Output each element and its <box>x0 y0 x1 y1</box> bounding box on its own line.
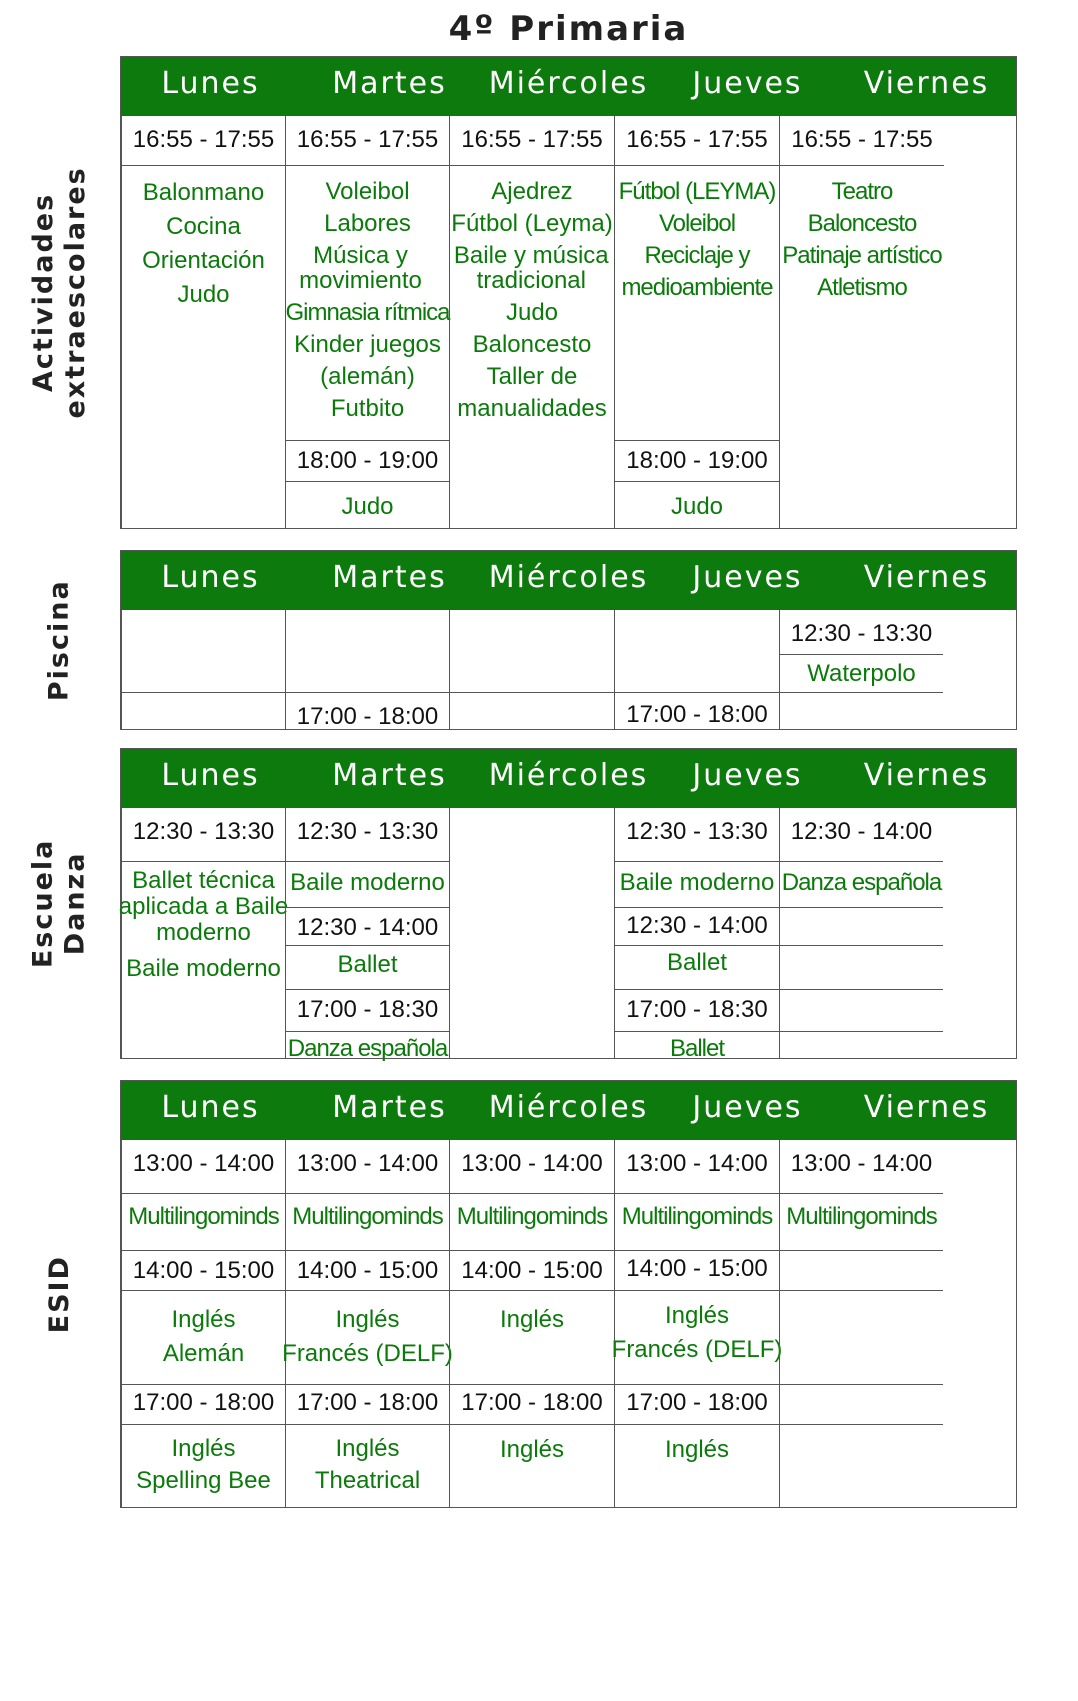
column-jueves <box>614 610 779 729</box>
time-slot: 17:00 - 18:00 <box>296 1389 439 1416</box>
activity-item: Orientación <box>142 247 265 274</box>
column-martes <box>285 610 449 729</box>
activity-item: Judo <box>670 493 724 520</box>
activity-item: Multilingominds <box>786 1203 937 1230</box>
day-header-viernes: Viernes <box>863 1090 990 1125</box>
activity-item: Inglés <box>335 1435 400 1462</box>
section-label-esid <box>0 1080 120 1508</box>
column-martes <box>285 116 449 528</box>
activity-item: Multilingominds <box>621 1203 773 1230</box>
activity-item: manualidades <box>457 395 607 422</box>
section-esid <box>0 1080 1078 1508</box>
time-slot: 12:30 - 13:30 <box>296 818 439 845</box>
column-miercoles <box>449 1140 614 1507</box>
time-slot: 16:55 - 17:55 <box>296 126 439 153</box>
day-header-jueves: Jueves <box>692 560 803 595</box>
column-viernes <box>779 808 943 1058</box>
section-label-text: Piscina <box>43 579 75 701</box>
time-slot: 18:00 - 19:00 <box>626 447 768 474</box>
activity-item: Inglés <box>664 1302 730 1329</box>
activity-item: Atletismo <box>817 274 907 301</box>
activity-item: Fútbol (Leyma) <box>451 210 613 237</box>
activity-item: Gimnasia rítmica <box>285 299 450 326</box>
activity-item: Taller de <box>486 363 578 390</box>
time-slot: 14:00 - 15:00 <box>296 1257 439 1284</box>
day-header-viernes: Viernes <box>863 758 990 793</box>
activity-item: Balonmano <box>142 179 265 206</box>
time-slot: 17:00 - 18:00 <box>626 701 768 728</box>
activity-item: Inglés <box>499 1306 565 1333</box>
column-miercoles <box>449 116 614 528</box>
activity-item: Teatro <box>831 178 893 205</box>
day-header-row <box>121 57 1016 116</box>
time-slot: 12:30 - 13:30 <box>790 620 933 647</box>
activity-item: Labores <box>324 210 411 237</box>
activity-item: Baile y música tradicional <box>453 242 609 294</box>
activity-item: Judo <box>177 281 230 308</box>
time-slot: 17:00 - 18:00 <box>296 703 439 730</box>
section-piscina <box>0 550 1078 730</box>
activity-item: moderno <box>156 919 251 946</box>
column-jueves <box>611 1140 783 1507</box>
column-viernes <box>779 1140 943 1507</box>
time-slot: 12:30 - 13:30 <box>132 818 275 845</box>
day-header-lunes: Lunes <box>161 758 260 793</box>
column-miercoles <box>449 610 614 729</box>
column-viernes <box>779 610 943 729</box>
activity-item: (alemán) <box>320 363 415 390</box>
activity-item: Baile moderno <box>290 869 445 896</box>
time-slot: 12:30 - 14:00 <box>626 912 768 939</box>
day-header-jueves: Jueves <box>692 1090 803 1125</box>
page-title: 4º Primaria <box>448 9 689 49</box>
activity-item: Theatrical <box>314 1467 421 1494</box>
day-header-martes: Martes <box>332 1090 447 1125</box>
section-actividades <box>0 56 1078 529</box>
column-lunes <box>121 116 285 528</box>
activity-item: Waterpolo <box>807 660 916 687</box>
activity-item: Música y movimiento <box>299 242 422 294</box>
activity-item: Inglés <box>335 1306 400 1333</box>
activity-item: Voleibol <box>658 210 736 237</box>
time-slot: 17:00 - 18:30 <box>626 996 768 1023</box>
day-header-martes: Martes <box>332 758 447 793</box>
time-slot: 16:55 - 17:55 <box>132 126 275 153</box>
activity-item: Baile moderno <box>619 869 775 896</box>
time-slot: 12:30 - 13:30 <box>626 818 768 845</box>
section-label-danza <box>0 748 120 1059</box>
column-lunes <box>121 610 285 729</box>
day-header-row <box>121 1081 1016 1140</box>
day-header-jueves: Jueves <box>692 758 803 793</box>
time-slot: 18:00 - 19:00 <box>296 447 439 474</box>
day-header-viernes: Viernes <box>863 66 990 101</box>
schedule-table-danza <box>118 748 1017 1062</box>
column-miercoles <box>449 808 614 1058</box>
day-header-row <box>121 551 1016 610</box>
time-slot: 13:00 - 14:00 <box>296 1150 439 1177</box>
column-lunes <box>121 1140 285 1507</box>
day-header-miercoles: Miércoles <box>488 758 649 793</box>
activity-item: Spelling Bee <box>136 1467 271 1494</box>
activity-item: Ballet técnica <box>132 867 275 894</box>
activity-item: Voleibol <box>325 178 410 205</box>
section-danza <box>0 748 1078 1062</box>
day-header-martes: Martes <box>332 560 447 595</box>
day-header-martes: Martes <box>332 66 447 101</box>
schedule-table-esid <box>120 1080 1017 1508</box>
day-header-lunes: Lunes <box>161 1090 260 1125</box>
time-slot: 13:00 - 14:00 <box>626 1150 768 1177</box>
section-label-text: Actividades extraescolares <box>27 166 91 419</box>
activity-item: medioambiente <box>621 274 773 301</box>
activity-item: Alemán <box>162 1340 245 1367</box>
activity-item: Judo <box>505 299 559 326</box>
day-header-lunes: Lunes <box>161 560 260 595</box>
time-slot: 16:55 - 17:55 <box>791 126 933 153</box>
activity-item: Baloncesto <box>472 331 592 358</box>
activity-item: Danza española <box>781 869 942 896</box>
time-slot: 14:00 - 15:00 <box>626 1255 768 1282</box>
time-slot: 12:30 - 14:00 <box>296 914 439 941</box>
activity-item: Ballet <box>337 951 398 978</box>
day-header-jueves: Jueves <box>692 66 803 101</box>
section-label-piscina <box>0 550 120 730</box>
column-jueves <box>614 116 779 528</box>
activity-item: Patinaje artístico <box>782 242 942 269</box>
time-slot: 12:30 - 14:00 <box>790 818 933 845</box>
activity-item: Baloncesto <box>807 210 917 237</box>
day-header-viernes: Viernes <box>863 560 990 595</box>
column-martes <box>282 1140 453 1507</box>
activity-item: Ajedrez <box>491 178 573 205</box>
time-slot: 17:00 - 18:00 <box>132 1389 275 1416</box>
column-martes <box>285 808 449 1062</box>
time-slot: 16:55 - 17:55 <box>461 126 603 153</box>
time-slot: 17:00 - 18:30 <box>296 996 439 1023</box>
time-slot: 14:00 - 15:00 <box>461 1257 603 1284</box>
time-slot: 17:00 - 18:00 <box>626 1389 768 1416</box>
activity-item: Francés (DELF) <box>282 1340 453 1367</box>
activity-item: Danza española <box>287 1035 448 1062</box>
activity-item: Futbito <box>330 395 405 422</box>
time-slot: 16:55 - 17:55 <box>626 126 768 153</box>
activity-item: Inglés <box>664 1436 730 1463</box>
activity-item: Multilingominds <box>456 1203 608 1230</box>
time-slot: 14:00 - 15:00 <box>132 1257 275 1284</box>
day-header-miercoles: Miércoles <box>488 560 649 595</box>
column-lunes <box>118 808 289 1058</box>
schedule-table-piscina <box>120 550 1017 730</box>
column-jueves <box>614 808 779 1062</box>
time-slot: 13:00 - 14:00 <box>132 1150 275 1177</box>
section-label-actividades <box>0 56 120 529</box>
activity-item: Multilingominds <box>128 1203 279 1230</box>
activity-item: Fútbol (LEYMA) <box>618 178 776 205</box>
activity-item: Baile moderno <box>126 955 281 982</box>
activity-item: Multilingominds <box>292 1203 443 1230</box>
activity-item: aplicada a Baile <box>118 893 289 920</box>
day-header-miercoles: Miércoles <box>488 66 649 101</box>
activity-item: Inglés <box>171 1435 236 1462</box>
section-label-text: Escuela Danza <box>27 838 91 969</box>
activity-item: Inglés <box>171 1306 236 1333</box>
day-header-row <box>121 749 1016 808</box>
activity-item: Ballet <box>666 949 728 976</box>
activity-item: Reciclaje y <box>644 242 750 269</box>
column-viernes <box>779 116 1016 528</box>
activity-item: Inglés <box>499 1436 565 1463</box>
activity-item: Francés (DELF) <box>611 1336 783 1363</box>
day-header-lunes: Lunes <box>161 66 260 101</box>
time-slot: 13:00 - 14:00 <box>461 1150 603 1177</box>
activity-item: Judo <box>341 493 394 520</box>
schedule-table-actividades <box>120 56 1017 529</box>
time-slot: 17:00 - 18:00 <box>461 1389 603 1416</box>
day-header-miercoles: Miércoles <box>488 1090 649 1125</box>
time-slot: 13:00 - 14:00 <box>790 1150 933 1177</box>
activity-item: Kinder juegos <box>294 331 441 358</box>
activity-item: Cocina <box>166 213 241 240</box>
section-label-text: ESID <box>43 1254 75 1334</box>
activity-item: Ballet <box>669 1035 725 1062</box>
